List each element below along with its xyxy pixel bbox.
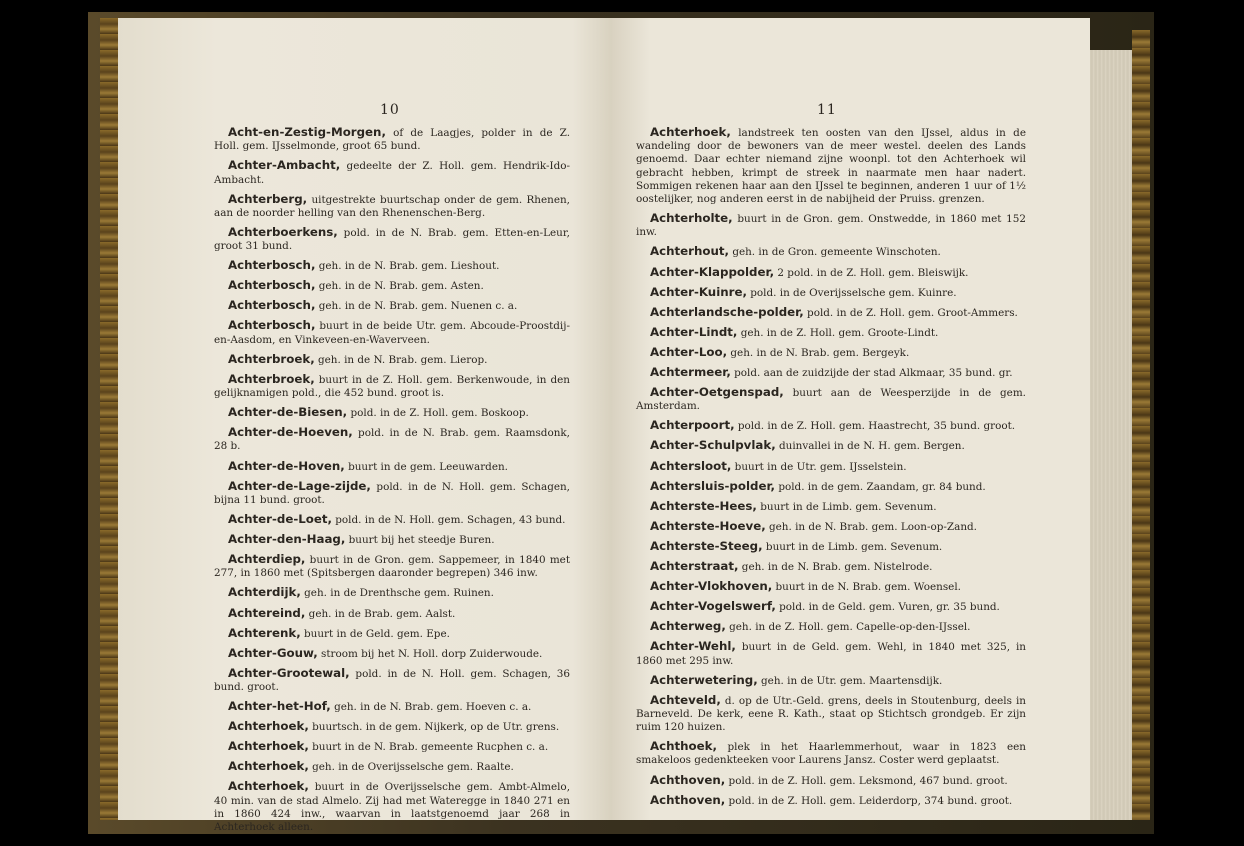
entry-text: buurt in de N. Brab. gemeente Rucphen c. a.: [308, 741, 549, 754]
entry: [214, 780, 570, 834]
entry-term: Achter-Wehl,: [650, 639, 736, 654]
entry: [636, 620, 1026, 634]
entry-term: Achter-Klappolder,: [650, 264, 775, 279]
entry-text: geh. in de N. Brab. gem. Loon-op-Zand.: [765, 520, 977, 533]
entry-term: Achter-de-Lage-zijde,: [228, 478, 371, 493]
entry: [214, 533, 570, 547]
entry-term: Achter-Schulpvlak,: [650, 438, 776, 453]
entry: [636, 245, 1026, 259]
entry: [214, 426, 570, 453]
entry-term: Achter-het-Hof,: [228, 699, 331, 714]
entry-text: pold. aan de zuidzijde der stad Alkmaar, 35 bund. gr.: [730, 366, 1013, 379]
entry-text: pold. in de gem. Zaandam, gr. 84 bund.: [775, 480, 986, 493]
entry-term: Achterhoek,: [228, 719, 309, 734]
entry: [214, 553, 570, 580]
entry-text: plek in het Haarlemmerhout, waar in 1823 een smakeloos gedenkteeken voor Laurens Jansz. Coster werd geplaatst.: [636, 741, 1026, 767]
entry: [636, 286, 1026, 300]
entry-term: Achterholte,: [650, 211, 733, 226]
entry-term: Achterbosch,: [228, 318, 316, 333]
entry: [214, 607, 570, 621]
entry-term: Achterbroek,: [228, 351, 315, 366]
entry-text: geh. in de N. Brab. gem. Asten.: [315, 280, 484, 293]
entry: [636, 640, 1026, 667]
entry-term: Achtermeer,: [650, 364, 731, 379]
entry: [214, 319, 570, 346]
entry-term: Achterberg,: [228, 191, 308, 206]
entry-term: Achterdijk,: [228, 585, 301, 600]
entry-term: Achter-de-Loet,: [228, 511, 332, 526]
entry-text: pold. in de Z. Holl. gem. Leiderdorp, 374 bund. groot.: [725, 794, 1013, 807]
entry-term: Achterhoek,: [228, 739, 309, 754]
entry-term: Achterhout,: [650, 244, 730, 259]
entry-text: geh. in de Drenthsche gem. Ruinen.: [300, 587, 494, 600]
left-binding-edge: [100, 18, 118, 820]
entry-term: Achter-den-Haag,: [228, 532, 346, 547]
entry: [214, 480, 570, 507]
entry-term: Achter-Vogelswerf,: [650, 599, 776, 614]
entry-term: Achterhoek,: [228, 779, 309, 794]
entry-text: buurt in de Utr. gem. IJsselstein.: [731, 460, 907, 473]
entry: [636, 439, 1026, 453]
entry: [636, 694, 1026, 735]
entry: [214, 740, 570, 754]
entry: [214, 299, 570, 313]
entry-text: buurt in de Z. Holl. gem. Berkenwoude, in den gelijknamigen pold., die 452 bund. groot is.: [214, 373, 570, 400]
entry: [214, 406, 570, 420]
entry-term: Achtersloot,: [650, 458, 732, 473]
entry-text: geh. in de Brab. gem. Aalst.: [305, 607, 456, 620]
entry: [214, 279, 570, 293]
entry: [214, 513, 570, 527]
right-page: [612, 18, 1090, 820]
entry: [214, 259, 570, 273]
entry: [636, 600, 1026, 614]
entry-term: Achter-Kuinre,: [650, 284, 747, 299]
entry-text: buurt aan de Weesperzijde in de gem. Amsterdam.: [636, 387, 1026, 413]
entry-term: Achterwetering,: [650, 672, 758, 687]
entry: [214, 700, 570, 714]
entry-text: pold. in de Z. Holl. gem. Leksmond, 467 bund. groot.: [725, 774, 1008, 787]
entry-text: stroom bij het N. Holl. dorp Zuiderwoude.: [317, 647, 543, 660]
left-page: [118, 18, 612, 834]
entry: [636, 580, 1026, 594]
entry-text: buurt bij het steedje Buren.: [345, 534, 495, 547]
entry-text: pold. in de Z. Holl. gem. Boskoop.: [347, 407, 529, 420]
entry-text: buurt in de gem. Leeuwarden.: [344, 460, 508, 473]
entry: [214, 720, 570, 734]
entry-text: buurt in de N. Brab. gem. Woensel.: [772, 581, 961, 594]
page-number: 10: [380, 102, 400, 118]
entry-text: pold. in de N. Brab. gem. Raamsdonk, 28 b.: [214, 427, 570, 453]
entry-text: geh. in de Z. Holl. gem. Capelle-op-den-IJssel.: [725, 621, 971, 634]
entry-text: geh. in de N. Brab. gem. Nistelrode.: [738, 561, 933, 574]
entry-text: d. op de Utr.-Geld. grens, deels in Stoutenburg, deels in Barneveld. De kerk, eene R. Kath., staat op Stichtsch grondgeb. Er zijn ruim 120 huizen.: [636, 694, 1026, 734]
entry-term: Achtereind,: [228, 605, 306, 620]
entry: [636, 126, 1026, 206]
entry-term: Achthoek,: [650, 739, 717, 754]
entry: [636, 500, 1026, 514]
entry-text: gedeelte der Z. Holl. gem. Hendrik-Ido-Ambacht.: [214, 160, 570, 186]
entry-text: buurt in de beide Utr. gem. Abcoude-Proostdij-en-Aasdom, en Vinkeveen-en-Waverveen.: [214, 320, 570, 346]
entry: [636, 674, 1026, 688]
entry-term: Achter-de-Biesen,: [228, 405, 348, 420]
entry: [636, 306, 1026, 320]
entry-text: buurt in de Gron. gem. Onstwedde, in 1860 met 152 inw.: [636, 213, 1026, 239]
entry-text: geh. in de Overijsselsche gem. Raalte.: [308, 761, 514, 774]
right-binding-edge: [1132, 30, 1150, 820]
entry-text: buurt in de Geld. gem. Epe.: [300, 627, 450, 640]
entry-term: Achter-Gouw,: [228, 645, 318, 660]
entry-text: pold. in de N. Holl. gem. Schagen, 43 bund.: [331, 513, 566, 526]
entry: [636, 560, 1026, 574]
entry-text: buurt in de Limb. gem. Sevenum.: [762, 540, 943, 553]
entry-term: Achteveld,: [650, 692, 721, 707]
entry-text: geh. in de N. Brab. gem. Lierop.: [314, 353, 488, 366]
entry-term: Achterlandsche-polder,: [650, 304, 804, 319]
entry-term: Achter-Oetgenspad,: [650, 385, 784, 400]
entry-text: uitgestrekte buurtschap onder de gem. Rhenen, aan de noorder helling van den Rhenenschen-Berg.: [214, 193, 570, 219]
entry-text: pold. in de N. Brab. gem. Etten-en-Leur, groot 31 bund.: [214, 226, 570, 253]
entry-term: Achter-Ambacht,: [228, 158, 341, 173]
entry-term: Achterbosch,: [228, 258, 316, 273]
entry-term: Achter-Loo,: [650, 344, 728, 359]
entry: [636, 346, 1026, 360]
entry-term: Achtersluis-polder,: [650, 478, 776, 493]
entry-term: Achthoven,: [650, 772, 726, 787]
entry-term: Achter-de-Hoven,: [228, 458, 345, 473]
entry-text: buurt in de Overijsselsche gem. Ambt-Almelo, 40 min. van de stad Almelo. Zij had met Wateregge in 1840 271 en in 1860 424 inw., waarvan in laatstgenoemd jaar 268 in Achterhoek alleen.: [214, 781, 570, 834]
entry: [214, 126, 570, 153]
entry: [636, 774, 1026, 788]
entry: [214, 627, 570, 641]
entry-term: Achterbroek,: [228, 371, 315, 386]
entry-text: of de Laagjes, polder in de Z. Holl. gem. IJsselmonde, groot 65 bund.: [214, 127, 570, 153]
entry-text: pold. in de Z. Holl. gem. Haastrecht, 35 bund. groot.: [734, 420, 1016, 433]
entry: [636, 266, 1026, 280]
entry: [214, 373, 570, 400]
entry-term: Achterbosch,: [228, 278, 316, 293]
entry-text: geh. in de N. Brab. gem. Nuenen c. a.: [315, 300, 518, 313]
entry-text: buurtsch. in de gem. Nijkerk, op de Utr. grens.: [308, 721, 560, 734]
entry-term: Achter-Vlokhoven,: [650, 579, 773, 594]
entry-text: geh. in de Gron. gemeente Winschoten.: [729, 246, 941, 259]
entry: [214, 760, 570, 774]
entry-text: duinvallei in de N. H. gem. Bergen.: [775, 440, 965, 453]
entry-text: pold. in de Overijsselsche gem. Kuinre.: [746, 286, 957, 299]
entry-term: Achterste-Steeg,: [650, 538, 763, 553]
entry-text: buurt in de Limb. gem. Sevenum.: [756, 500, 937, 513]
entry-term: Acht-en-Zestig-Morgen,: [228, 125, 386, 139]
entry-term: Achterhoek,: [228, 759, 309, 774]
entry: [636, 386, 1026, 413]
entry-text: geh. in de N. Brab. gem. Hoeven c. a.: [330, 701, 532, 714]
entry-term: Achter-Grootewal,: [228, 665, 350, 680]
entry-text: pold. in de Geld. gem. Vuren, gr. 35 bund.: [775, 601, 1000, 614]
entry-text: 2 pold. in de Z. Holl. gem. Bleiswijk.: [774, 266, 969, 279]
entry-term: Achterpoort,: [650, 418, 735, 433]
entry: [214, 159, 570, 186]
entry-text: geh. in de Utr. gem. Maartensdijk.: [757, 674, 943, 687]
entry-term: Achter-de-Hoeven,: [228, 425, 353, 440]
entry-text: pold. in de N. Holl. gem. Schagen, 36 bund. groot.: [214, 667, 570, 693]
entry: [214, 226, 570, 253]
entry-term: Achterweg,: [650, 619, 726, 634]
entry-term: Achter-Lindt,: [650, 324, 738, 339]
entry-term: Achterhoek,: [650, 125, 731, 139]
entry-term: Achterste-Hoeve,: [650, 518, 766, 533]
entry: [214, 193, 570, 220]
entry: [636, 326, 1026, 340]
entry: [636, 480, 1026, 494]
entry: [214, 667, 570, 694]
entry: [214, 353, 570, 367]
entry-text: geh. in de N. Brab. gem. Lieshout.: [315, 260, 500, 273]
entry: [636, 740, 1026, 767]
entry-term: Achterstraat,: [650, 559, 739, 574]
entry: [214, 647, 570, 661]
entry-term: Achterboerkens,: [228, 224, 338, 239]
entry-list: [214, 126, 570, 840]
entry-term: Achterdiep,: [228, 552, 306, 567]
entry-term: Achterenk,: [228, 625, 301, 640]
entry-text: landstreek ten oosten van den IJssel, aldus in de wandeling door de bewoners van de meer westel. deelen des Lands genoemd. Daar echter niemand zijne woonpl. tot den Achterhoek wil gebracht hebben, krimpt de streek in naarmate men haar nadert. Sommigen rekenen haar aan den IJssel te beginnen, anderen 1 uur of 1½ oostelijker, nog anderen eerst in de nabijheid der Pruiss. grenzen.: [636, 127, 1026, 206]
entry: [636, 419, 1026, 433]
entry-text: buurt in de Geld. gem. Wehl, in 1840 met 325, in 1860 met 295 inw.: [636, 641, 1026, 667]
entry-text: pold. in de N. Holl. gem. Schagen, bijna 11 bund. groot.: [214, 480, 570, 506]
entry: [636, 212, 1026, 239]
entry: [636, 540, 1026, 554]
entry: [636, 366, 1026, 380]
entry: [636, 460, 1026, 474]
page-number: 11: [817, 102, 837, 118]
entry-text: pold. in de Z. Holl. gem. Groot-Ammers.: [803, 306, 1018, 319]
entry-term: Achterste-Hees,: [650, 498, 757, 513]
entry-term: Achterbosch,: [228, 298, 316, 313]
entry-list: [636, 126, 1026, 814]
entry: [636, 520, 1026, 534]
entry-term: Achthoven,: [650, 792, 726, 807]
entry-text: buurt in de Gron. gem. Sappemeer, in 1840 met 277, in 1860 met (Spitsbergen daaronder begrepen) 346 inw.: [214, 554, 570, 580]
entry-text: geh. in de N. Brab. gem. Bergeyk.: [727, 346, 910, 359]
page-stack-edge: [1090, 50, 1132, 820]
entry: [214, 586, 570, 600]
entry: [214, 460, 570, 474]
entry: [636, 794, 1026, 808]
entry-text: geh. in de Z. Holl. gem. Groote-Lindt.: [737, 326, 939, 339]
